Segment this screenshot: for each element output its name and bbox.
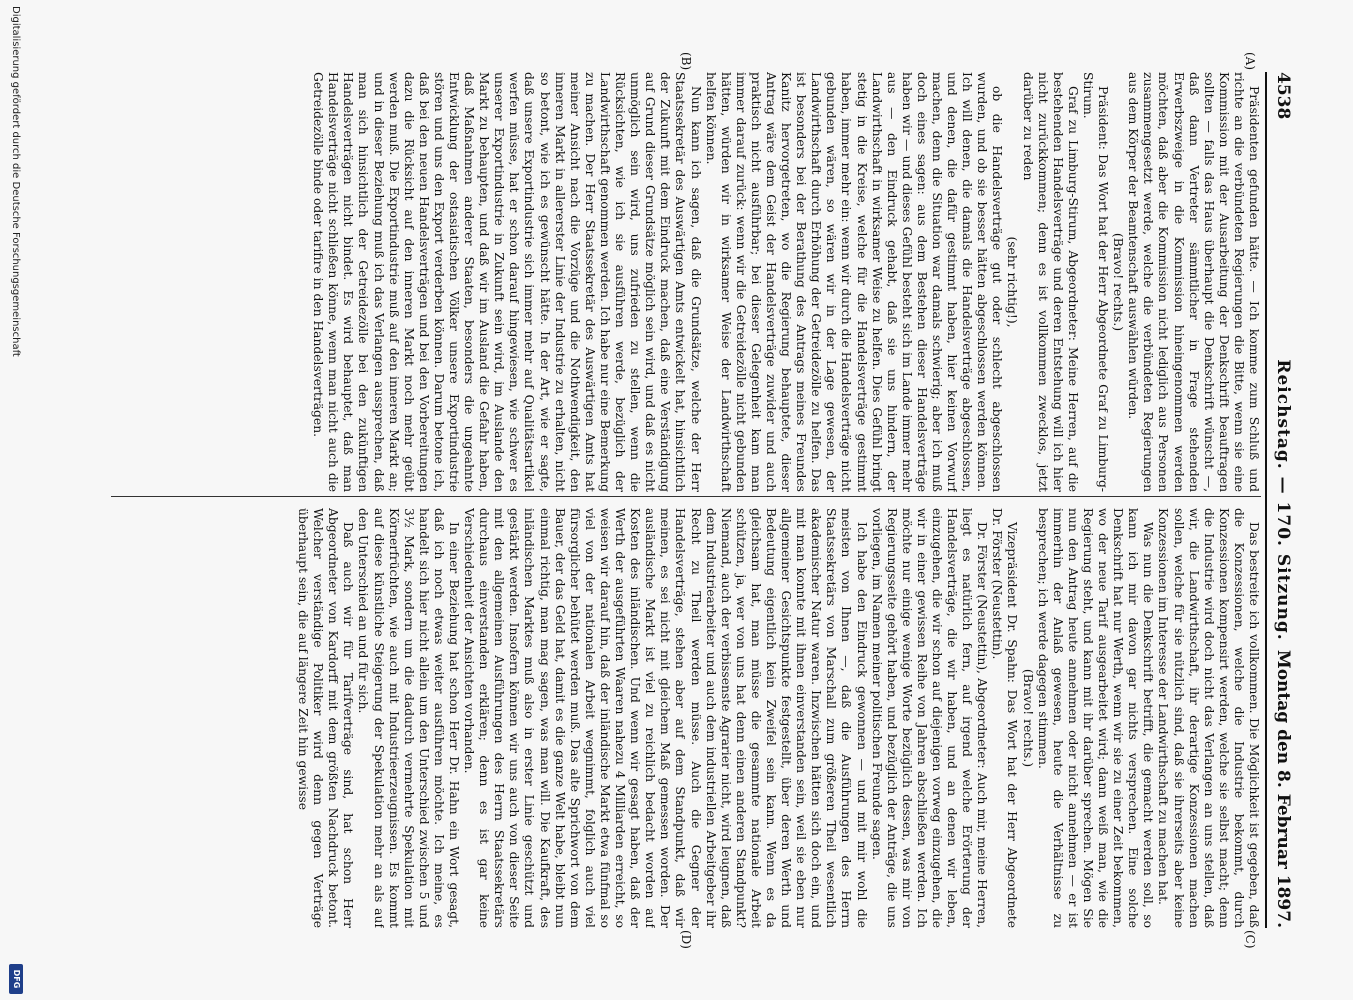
column-divider (111, 496, 1261, 497)
speaker-intro: Präsident: Das Wort hat der Herr Abgeordnete Graf zu Limburg-Stirum. (1080, 72, 1111, 492)
paragraph: Nun kann ich sagen, daß die Grundsätze, welche der Herr Staatssekretär des Auswärtigen Amts entwickelt hat, hinsichtlich der Zukunft mit dem Eindruck machen, daß eine Verständigung auf Grund dieser Grundsätze möglich sein wird, und daß es nicht unmöglich sein wird, uns zufrieden zu stellen, wenn die Rücksichten, wie ich sie ausführen werde, bezüglich der Landwirthschaft genommen werden. Ich habe nur eine Bemerkung zu machen. Der Herr Staatssekretär des Auswärtigen Amts hat meiner Ansicht nach die Vorzüge und die Nothwendigkeit, den inneren Markt in allererster Linie der Industrie zu erhalten, nicht so betont, wie ich es gewünscht hätte. In der Art, wie er sagte, daß unsere Exportindustrie sich immer mehr auf Qualitätsartikel werfen müsse, hat er schon darauf hingewiesen, wie schwer es unserer Exportindustrie in Zukunft sein wird, im Auslande den Markt zu behaupten, und daß wir im Ausland die Gefahr haben, daß Maßnahmen anderer Staaten, besonders die ungeahnte Entwicklung der ostasiatischen Völker unsere Exportindustrie stören und uns den Export verderben können. Darum betone ich, daß bei den neuen Handelsverträgen und bei den Vorbereitungen dazu die Rücksicht auf den inneren Markt noch mehr geübt werden muß. Die Exportindustrie muß auf den inneren Markt an; und in dieser Beziehung muß ich das Verlangen aussprechen, daß man sich hinsichtlich der Getreidezölle bei den zukünftigen Handelsverträgen nicht bindet. Es wird behauptet, daß man Handelsverträge nicht schließen könne, wenn man nicht auch die Getreidezölle binde oder tarifire in den Handelsverträgen. (311, 72, 703, 492)
digitization-footer (5, 0, 25, 1000)
paragraph: Daß auch wir für Tarifverträge sind, hat schon Herr Abgeordneter von Kardorff mit dem größten Nachdruck betont. Welcher verständige Politiker wird denn gegen Verträge überhaupt sein, die auf längere Zeit hin gewisse (296, 508, 356, 928)
page-header (1269, 72, 1293, 928)
header-rule (1265, 72, 1267, 928)
interjection: (Bravo! rechts.) (1020, 668, 1035, 768)
dfg-logo: DFG (9, 964, 23, 994)
paragraph: Was nun die Denkschrift betrifft, die gemacht werden soll, so kann ich mir davon gar nichts versprechen. Eine solche Denkschrift hat nur Werth, wenn wir sie zu einer Zeit bekommen, wo der neue Tarif ausgearbeitet wird; dann weiß man, wie die Regierung steht, und kann mit ihr darüber sprechen. Mögen Sie nun den Antrag heute annehmen oder nicht annehmen — er ist immerhin der Anlaß gewesen, heute die Verhältnisse zu besprechen; ich werde dagegen stimmen. (1035, 508, 1156, 928)
margin-marker-a: (A) (1243, 52, 1257, 71)
paragraph: In einer Beziehung hat schon Herr Dr. Hahn ein Wort gesagt, daß ich noch etwas weiter ausführen möchte. Ich meine, es handelt sich hier nicht allein um den Unterschied zwischen 5 und 3½ Mark, sondern um die dadurch vermehrte Spekulation mit Körnerfrüchten, wie auch mit Industrieerzeugnissen. Es kommt auf diese künstliche Steigerung der Spekulation mehr an als auf den Unterschied an und für sich. (356, 508, 462, 928)
interjection: (sehr richtig!), (1005, 236, 1020, 328)
paragraph: Graf zu Limburg-Stirum, Abgeordneter: Meine Herren, auf die bestehenden Handelsverträge und deren Entstehung will ich hier nicht zurückkommen; denn es ist vollkommen zwecklos, jetzt darüber zu reden (1020, 72, 1080, 492)
margin-marker-d: (D) (679, 930, 693, 949)
left-column (101, 72, 1261, 492)
margin-marker-c: (C) (1243, 930, 1257, 949)
paragraph: Das bestreite ich vollkommen. Die Möglichkeit ist gegeben, daß die Konzessionen, welche die Industrie bekommt, durch Konzessionen kompensirt werden, welche sie selbst macht; denn die Industrie wird doch nicht das Verlangen an uns stellen, daß wir, die Landwirthschaft, ihr derartige Konzessionen machen sollen, welche für sie nützlich sind, daß sie ihrerseits aber keine Konzessionen im Interesse der Landwirthschaft zu machen hat. (1156, 508, 1261, 928)
paragraph: Ich habe den Eindruck gewonnen — und mit mir wohl die meisten von Ihnen —, daß die Ausführungen des Herrn Staatssekretärs von Marschall zum größeren Theil wesentlich akademischer Natur waren. Inzwischen hätten sich doch ein, und mit man konnte mit ihnen einverstanden sein, weil sie eben nur allgemeiner Gesichtspunkte festgestellt, über deren Werth und Bedeutung eigentlich kein Zweifel sein kann. Wenn es da gleichsam hat, man müsse die gesammte nationale Arbeit schützen, ja, wer von uns hat denn einen anderen Standpunkt? Niemand, auch der verbissenste Agrarier nicht, wird leugnen, daß dem Industriearbeiter und auch dem industriellen Arbeitgeber ihr Recht zu Theil werden müsse. Auch die Gegner der Handelsverträge, stehen aber auf dem Standpunkt, daß wir meinen, es sei nicht mit gleichem Maß gemessen worden. Der ausländische Markt ist viel zu reichlich bedacht worden auf Kosten des inländischen. Und wenn wir gesagt haben, daß der Werth der ausgeführten Waaren nahezu 4 Milliarden erreicht, so weisen wir darauf hin, daß der inländische Markt etwa fünfmal so viel von der nationalen Arbeit wegnimmt, folglich auch viel fürsorglicher behütet werden muß. Das alte Sprichwort von dem Bauer, der das Geld hat, damit es die ganze Welt habe, bleibt nun einmal richtig, man mag sagen, was man will. Die Kaufkraft, des inländischen Marktes muß also in erster Linie geschützt und gestärkt werden. Insofern können wir uns auch von dieser Seite mit den allgemeinen Ausführungen des Herrn Staatssekretärs durchaus einverstanden erklären; denn es ist gar keine Verschiedenheit der Ansichten vorhanden. (462, 508, 869, 928)
page-number: 4538 (1273, 72, 1293, 120)
paragraph: ob die Handelsverträge gut oder schlecht abgeschlossen wurden, und ob sie besser hätten abgeschlossen werden können. Ich will denen, die damals die Handelsverträge abgeschlossen, und denen, die dafür gestimmt haben, hier keinen Vorwurf machen, denn die Situation war damals schwierig; aber ich muß doch eines sagen: aus dem Bestehen dieser Handelsverträge haben wir — und dieses Gefühl besteht sich im Lande immer mehr aus — den Eindruck gehabt, daß sie uns hindern, der Landwirthschaft in wirksamer Weise zu helfen. Dies Gefühl bringt stetig in die Kreise, welche für die Handelsverträge gestimmt haben, immer mehr ein: wenn wir durch die Handelsverträge nicht gebunden wären, so wären wir in der Lage gewesen, der Landwirthschaft durch Erhöhung der Getreidezölle zu helfen. Das ist besonders bei der Berathung des Antrags meines Freundes Kanitz hervorgetreten, wo die Regierung behauptete, dieser Antrag wäre dem Geist der Handelsverträge zuwider und auch praktisch nicht ausführbar; bei dieser Gelegenheit kam man immer darauf zurück: wenn wir die Getreidezölle nicht gebunden hätten, würden wir in wirksamer Weise der Landwirthschaft helfen können. (703, 72, 1005, 492)
publication-title: Reichstag. — 170. Sitzung. (1273, 359, 1293, 641)
margin-marker-b: (B) (679, 52, 693, 71)
funding-note: Digitalisierung gefördert durch die Deutsche Forschungsgemeinschaft (10, 6, 21, 357)
interjection: (Bravo! rechts.) (1111, 232, 1126, 332)
speaker-intro: Vizepräsident Dr. Spahn: Das Wort hat der Herr Abgeordnete Dr. Förster (Neustettin). (990, 508, 1020, 928)
right-column (101, 508, 1261, 928)
session-date: Montag den 8. Februar 1897. (1273, 649, 1293, 928)
paragraph: Dr. Förster (Neustettin), Abgeordneter: Auch mir, meine Herren, liegt es natürlich fern, auf irgend welche Erörterung der Handelsverträge, die wir haben, und an denen wir leben, einzugehen, die wir schon auf diejenigen vorweg einzugehen, die wir in einer gewissen Reihe von Jahren abschließen werden. Ich möchte nur einige wenige Worte bezüglich dessen, was mir von Regierungsseite gehört haben, und bezüglich der Anträge, die uns vorliegen, im Namen meiner politischen Freunde sagen. (869, 508, 990, 928)
paragraph: Präsidenten gefunden hätte. — Ich komme zum Schluß und richte an die verbündeten Regierungen die Bitte, wenn sie eine Kommission mit der Ausarbeitung der Denkschrift beauftragen sollten — falls das Haus überhaupt die Denkschrift wünscht —, daß dann Vertreter sämmtlicher in Frage stehenden Erwerbszweige in die Kommission hineingenommen werden möchten, daß aber die Kommission nicht lediglich aus Personen zusammengesetzt werde, welche die verbündeten Regierungen aus dem Körper der Beamtenschaft auswählen würden. (1126, 72, 1261, 492)
